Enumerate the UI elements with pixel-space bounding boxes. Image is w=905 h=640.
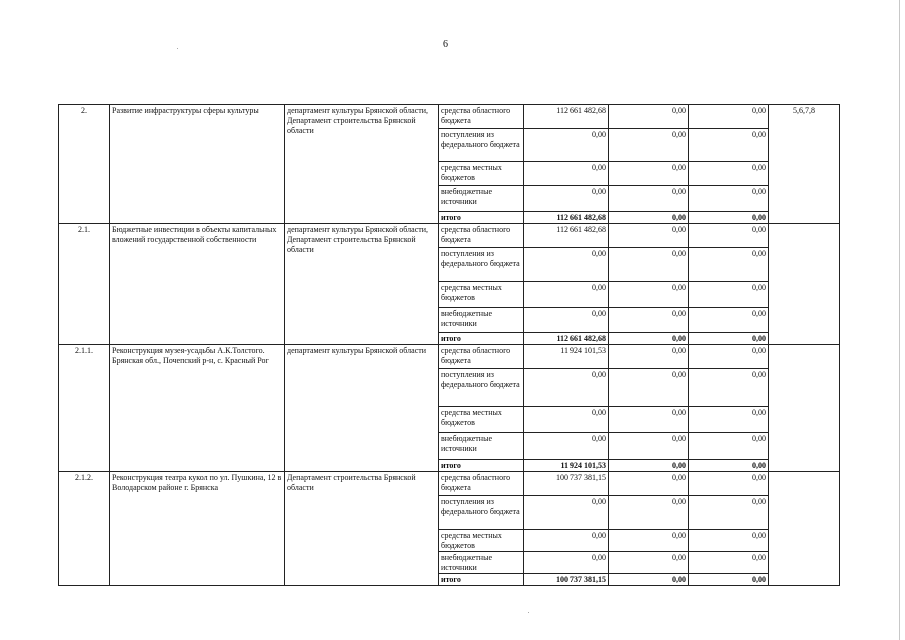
indicator-numbers	[769, 472, 840, 586]
indicator-numbers: 5,6,7,8	[769, 105, 840, 224]
amount-v1: 0,00	[524, 186, 609, 212]
scan-edge-line	[899, 0, 900, 640]
amount-v1: 100 737 381,15	[524, 574, 609, 586]
amount-v1: 0,00	[524, 282, 609, 308]
amount-v2: 0,00	[609, 105, 689, 129]
amount-v1: 0,00	[524, 162, 609, 186]
amount-v1: 112 661 482,68	[524, 212, 609, 224]
amount-v2: 0,00	[609, 345, 689, 369]
amount-v3: 0,00	[689, 248, 769, 282]
amount-v1: 0,00	[524, 496, 609, 530]
amount-v3: 0,00	[689, 129, 769, 162]
amount-v2: 0,00	[609, 224, 689, 248]
funding-source: средства областного бюджета	[439, 472, 524, 496]
item-number: 2.1.1.	[59, 345, 110, 472]
item-number: 2.	[59, 105, 110, 224]
amount-v1: 11 924 101,53	[524, 345, 609, 369]
amount-v2: 0,00	[609, 333, 689, 345]
funding-source: итого	[439, 333, 524, 345]
amount-v3: 0,00	[689, 105, 769, 129]
item-executor: департамент культуры Брянской области	[285, 345, 439, 472]
scan-speck	[528, 612, 529, 613]
amount-v1: 112 661 482,68	[524, 224, 609, 248]
funding-source: итого	[439, 460, 524, 472]
amount-v1: 0,00	[524, 308, 609, 333]
budget-table-body	[59, 105, 840, 586]
funding-source: поступления из федерального бюджета	[439, 248, 524, 282]
amount-v2: 0,00	[609, 530, 689, 552]
funding-source: поступления из федерального бюджета	[439, 369, 524, 407]
amount-v2: 0,00	[609, 186, 689, 212]
amount-v3: 0,00	[689, 308, 769, 333]
amount-v1: 0,00	[524, 433, 609, 460]
item-executor: департамент культуры Брянской области, Департамент строительства Брянской области	[285, 224, 439, 345]
funding-source: внебюджетные источники	[439, 186, 524, 212]
funding-source: внебюджетные источники	[439, 308, 524, 333]
budget-table	[58, 104, 840, 586]
amount-v2: 0,00	[609, 308, 689, 333]
amount-v3: 0,00	[689, 212, 769, 224]
amount-v2: 0,00	[609, 282, 689, 308]
funding-source: поступления из федерального бюджета	[439, 129, 524, 162]
amount-v3: 0,00	[689, 282, 769, 308]
item-number: 2.1.2.	[59, 472, 110, 586]
amount-v2: 0,00	[609, 369, 689, 407]
amount-v1: 0,00	[524, 129, 609, 162]
indicator-numbers	[769, 345, 840, 472]
funding-source: средства областного бюджета	[439, 224, 524, 248]
amount-v1: 0,00	[524, 369, 609, 407]
amount-v3: 0,00	[689, 574, 769, 586]
amount-v2: 0,00	[609, 212, 689, 224]
funding-source: внебюджетные источники	[439, 552, 524, 574]
table-row	[59, 472, 840, 496]
amount-v3: 0,00	[689, 552, 769, 574]
item-name: Развитие инфраструктуры сферы культуры	[110, 105, 285, 224]
amount-v3: 0,00	[689, 224, 769, 248]
amount-v1: 0,00	[524, 552, 609, 574]
amount-v1: 11 924 101,53	[524, 460, 609, 472]
amount-v3: 0,00	[689, 345, 769, 369]
funding-source: средства местных бюджетов	[439, 530, 524, 552]
amount-v2: 0,00	[609, 460, 689, 472]
table-row	[59, 224, 840, 248]
amount-v2: 0,00	[609, 162, 689, 186]
indicator-numbers	[769, 224, 840, 345]
amount-v3: 0,00	[689, 530, 769, 552]
amount-v1: 100 737 381,15	[524, 472, 609, 496]
amount-v1: 112 661 482,68	[524, 105, 609, 129]
amount-v2: 0,00	[609, 472, 689, 496]
page-number: 6	[443, 39, 448, 50]
amount-v2: 0,00	[609, 552, 689, 574]
amount-v3: 0,00	[689, 369, 769, 407]
amount-v3: 0,00	[689, 333, 769, 345]
amount-v2: 0,00	[609, 574, 689, 586]
item-name: Реконструкция музея-усадьбы А.К.Толстого. Брянская обл., Почепский р-н, с. Красный Рог	[110, 345, 285, 472]
amount-v2: 0,00	[609, 248, 689, 282]
amount-v3: 0,00	[689, 407, 769, 433]
amount-v1: 112 661 482,68	[524, 333, 609, 345]
funding-source: средства местных бюджетов	[439, 282, 524, 308]
funding-source: внебюджетные источники	[439, 433, 524, 460]
table-row	[59, 345, 840, 369]
amount-v1: 0,00	[524, 530, 609, 552]
item-executor: Департамент строительства Брянской области	[285, 472, 439, 586]
funding-source: средства областного бюджета	[439, 345, 524, 369]
funding-source: средства местных бюджетов	[439, 407, 524, 433]
amount-v1: 0,00	[524, 407, 609, 433]
amount-v2: 0,00	[609, 496, 689, 530]
item-name: Бюджетные инвестиции в объекты капитальных вложений государственной собственности	[110, 224, 285, 345]
funding-source: средства областного бюджета	[439, 105, 524, 129]
amount-v3: 0,00	[689, 472, 769, 496]
funding-source: средства местных бюджетов	[439, 162, 524, 186]
amount-v2: 0,00	[609, 433, 689, 460]
funding-source: поступления из федерального бюджета	[439, 496, 524, 530]
item-number: 2.1.	[59, 224, 110, 345]
amount-v2: 0,00	[609, 129, 689, 162]
amount-v3: 0,00	[689, 496, 769, 530]
item-executor: департамент культуры Брянской области, Департамент строительства Брянской области	[285, 105, 439, 224]
funding-source: итого	[439, 212, 524, 224]
item-name: Реконструкция театра кукол по ул. Пушкина, 12 в Володарском районе г. Брянска	[110, 472, 285, 586]
amount-v3: 0,00	[689, 186, 769, 212]
amount-v2: 0,00	[609, 407, 689, 433]
amount-v3: 0,00	[689, 433, 769, 460]
scan-speck	[177, 48, 178, 49]
amount-v3: 0,00	[689, 162, 769, 186]
amount-v1: 0,00	[524, 248, 609, 282]
table-row	[59, 105, 840, 129]
amount-v3: 0,00	[689, 460, 769, 472]
funding-source: итого	[439, 574, 524, 586]
